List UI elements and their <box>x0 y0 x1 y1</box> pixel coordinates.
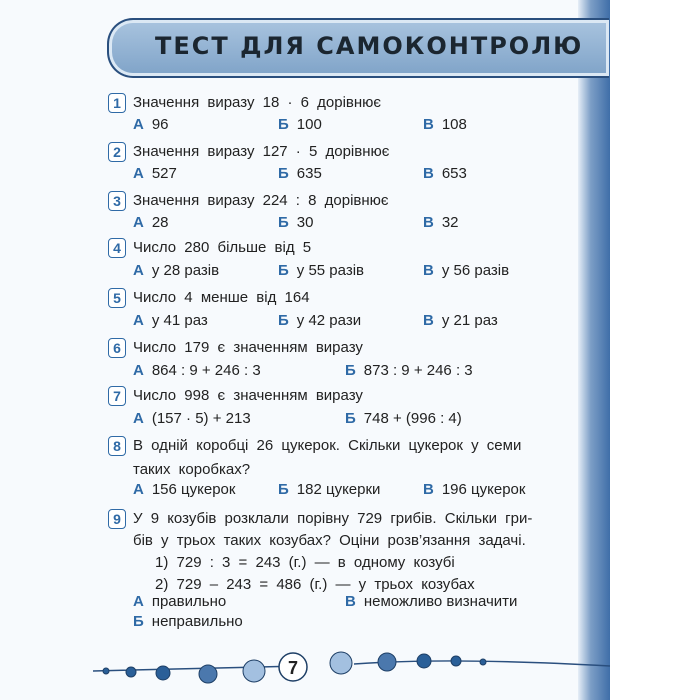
option-letter: Б <box>345 410 356 427</box>
option-letter: А <box>133 362 144 379</box>
option-letter: В <box>345 593 356 610</box>
question-text: У 9 козубів розклали порівну 729 грибів. Скільки гри- <box>133 510 533 527</box>
option-letter: Б <box>278 481 289 498</box>
option-text: (157 · 5) + 213 <box>151 410 251 427</box>
option-letter: В <box>423 262 434 279</box>
footer-dot <box>199 665 217 683</box>
option-text: 30 <box>296 214 314 231</box>
option-letter: Б <box>133 613 144 630</box>
option-letter: Б <box>278 116 289 133</box>
footer-dot <box>451 656 461 666</box>
option-text: у 55 разів <box>296 262 364 279</box>
option-text: у 21 раз <box>441 312 498 329</box>
question-text: бів у трьох таких козубах? Оціни розв’язання задачі. <box>133 532 526 549</box>
option-letter: В <box>423 481 434 498</box>
option-text: у 41 раз <box>151 312 208 329</box>
option-letter: А <box>133 262 144 279</box>
option-letter: Б <box>278 165 289 182</box>
question-number: 9 <box>108 509 126 529</box>
option-text: 873 : 9 + 246 : 3 <box>363 362 473 379</box>
question-text: В одній коробці 26 цукерок. Скільки цукерок у семи <box>133 437 522 454</box>
page-number: 7 <box>287 658 299 678</box>
option-text: 156 цукерок <box>151 481 236 498</box>
option-text: неправильно <box>151 613 243 630</box>
question-text: таких коробках? <box>133 461 251 478</box>
option-text: 96 <box>151 116 169 133</box>
option-text: 527 <box>151 165 177 182</box>
option-text: 196 цукерок <box>441 481 526 498</box>
question-number: 5 <box>108 288 126 308</box>
option-letter: А <box>133 214 144 231</box>
option-letter: В <box>423 116 434 133</box>
option-text: у 56 разів <box>441 262 510 279</box>
option-text: 864 : 9 + 246 : 3 <box>151 362 261 379</box>
question-text: 1) 729 : 3 = 243 (г.) — в одному козубі <box>155 554 455 571</box>
question-number: 3 <box>108 191 126 211</box>
question-text: Число 280 більше від 5 <box>133 239 312 256</box>
footer-dot <box>103 668 109 674</box>
page-title: ТЕСТ ДЛЯ САМОКОНТРОЛЮ <box>155 32 584 60</box>
option-text: 653 <box>441 165 467 182</box>
footer-dot <box>156 666 170 680</box>
option-letter: Б <box>278 214 289 231</box>
question-number: 4 <box>108 238 126 258</box>
question-number: 8 <box>108 436 126 456</box>
option-text: неможливо визначити <box>363 593 518 610</box>
footer-dot <box>378 653 396 671</box>
option-letter: А <box>133 410 144 427</box>
option-letter: А <box>133 116 144 133</box>
question-number: 6 <box>108 338 126 358</box>
option-letter: А <box>133 312 144 329</box>
option-letter: А <box>133 593 144 610</box>
option-text: 32 <box>441 214 459 231</box>
question-text: Значення виразу 224 : 8 дорівнює <box>133 192 389 209</box>
option-letter: Б <box>278 312 289 329</box>
option-letter: Б <box>345 362 356 379</box>
option-text: у 28 разів <box>151 262 220 279</box>
footer-dot <box>243 660 265 682</box>
option-text: 748 + (996 : 4) <box>363 410 462 427</box>
question-number: 2 <box>108 142 126 162</box>
footer-dot <box>480 659 486 665</box>
option-letter: В <box>423 165 434 182</box>
option-text: правильно <box>151 593 227 610</box>
question-text: Значення виразу 18 · 6 дорівнює <box>133 94 382 111</box>
option-letter: Б <box>278 262 289 279</box>
option-letter: В <box>423 214 434 231</box>
option-text: 182 цукерки <box>296 481 381 498</box>
option-letter: В <box>423 312 434 329</box>
option-text: у 42 рази <box>296 312 362 329</box>
question-text: Число 4 менше від 164 <box>133 289 310 306</box>
option-letter: А <box>133 481 144 498</box>
option-letter: А <box>133 165 144 182</box>
question-text: Число 179 є значенням виразу <box>133 339 363 356</box>
option-text: 635 <box>296 165 322 182</box>
footer-dot <box>417 654 431 668</box>
question-text: Значення виразу 127 · 5 дорівнює <box>133 143 390 160</box>
question-number: 1 <box>108 93 126 113</box>
question-number: 7 <box>108 386 126 406</box>
footer-dot <box>330 652 352 674</box>
option-text: 28 <box>151 214 169 231</box>
question-text: 2) 729 – 243 = 486 (г.) — у трьох козубах <box>155 576 475 593</box>
question-text: Число 998 є значенням виразу <box>133 387 363 404</box>
footer-dot <box>126 667 136 677</box>
option-text: 100 <box>296 116 322 133</box>
option-text: 108 <box>441 116 467 133</box>
